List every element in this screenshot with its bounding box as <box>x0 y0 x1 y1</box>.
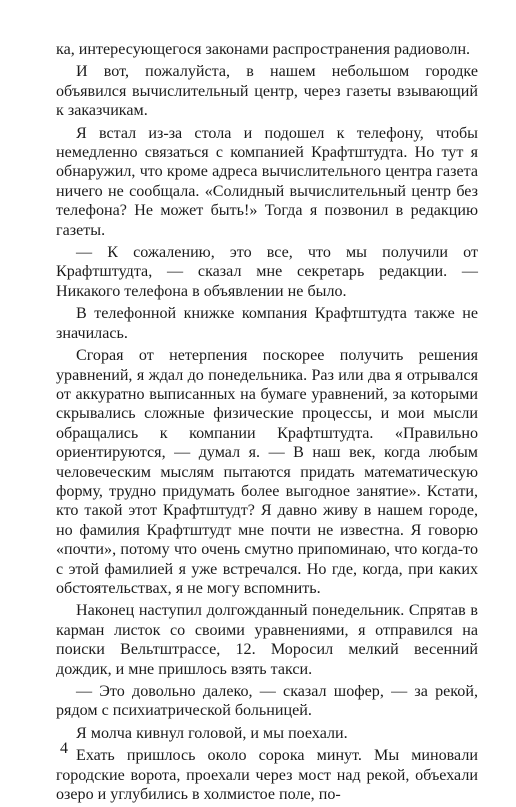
paragraph: Я молча кивнул головой, и мы поехали. <box>76 724 348 742</box>
paragraph: Наконец наступил долгожданный понедельник. Спрятав в карман листок со своими уравнениями, я отправился на поиски Вельтштрассе, 12. Моросил мелкий весенний дождик, и мне пришлось взять такси. <box>56 602 478 678</box>
paragraph: — К сожалению, это все, что мы получили от Крафтштудта, — сказал мне секретарь редакции. — Никакого телефона в объявлении не было. <box>56 244 478 300</box>
paragraph: В телефонной книжке компания Крафтштудта также не значилась. <box>56 305 478 342</box>
paragraph: И вот, пожалуйста, в нашем небольшом городке объявился вычислительный центр, через газеты взывающий к заказчикам. <box>56 63 478 120</box>
page-number: 4 <box>60 740 68 757</box>
paragraph: ка, интересующегося законами распространения радиоволн. <box>56 41 471 58</box>
paragraph: — Это довольно далеко, — сказал шофер, — за рекой, рядом с психиатрической больницей. <box>56 683 478 720</box>
paragraph: Я встал из-за стола и подошел к телефону, чтобы немедленно связаться с компанией Крафтштудта. Но тут я обнаружил, что кроме адреса вычислительного центра газета ничего не сообщала. «Солидный вычислительный центр без телефона? Не может быть!» Тогда я позвонил в редакцию газеты. <box>56 124 478 239</box>
page-body-text <box>56 40 478 807</box>
paragraph: Ехать пришлось около сорока минут. Мы миновали городские ворота, проехали через мост над рекой, объехали озеро и углубились в холмистое поле, по- <box>56 747 478 804</box>
paragraph: Сгорая от нетерпения поскорее получить решения уравнений, я ждал до понедельника. Раз или два я отрывался от аккуратно выписанных на бумаге уравнений, за которыми скрывались сложные физические процессы, и мои мысли обращались к компании Крафтштудта. «Правильно ориентируются, — думал я. — В наш век, когда любым человеческим мыслям пытаются придать математическую форму, трудно придумать более выгодное занятие». Кстати, кто такой этот Крафтштудт? Я давно живу в нашем городе, но фамилия Крафтштудт мне почти не известна. Я говорю «почти», потому что очень смутно припоминаю, что когда-то с этой фамилией я уже встречался. Но где, когда, при каких обстоятельствах, я не могу вспомнить. <box>56 347 478 597</box>
